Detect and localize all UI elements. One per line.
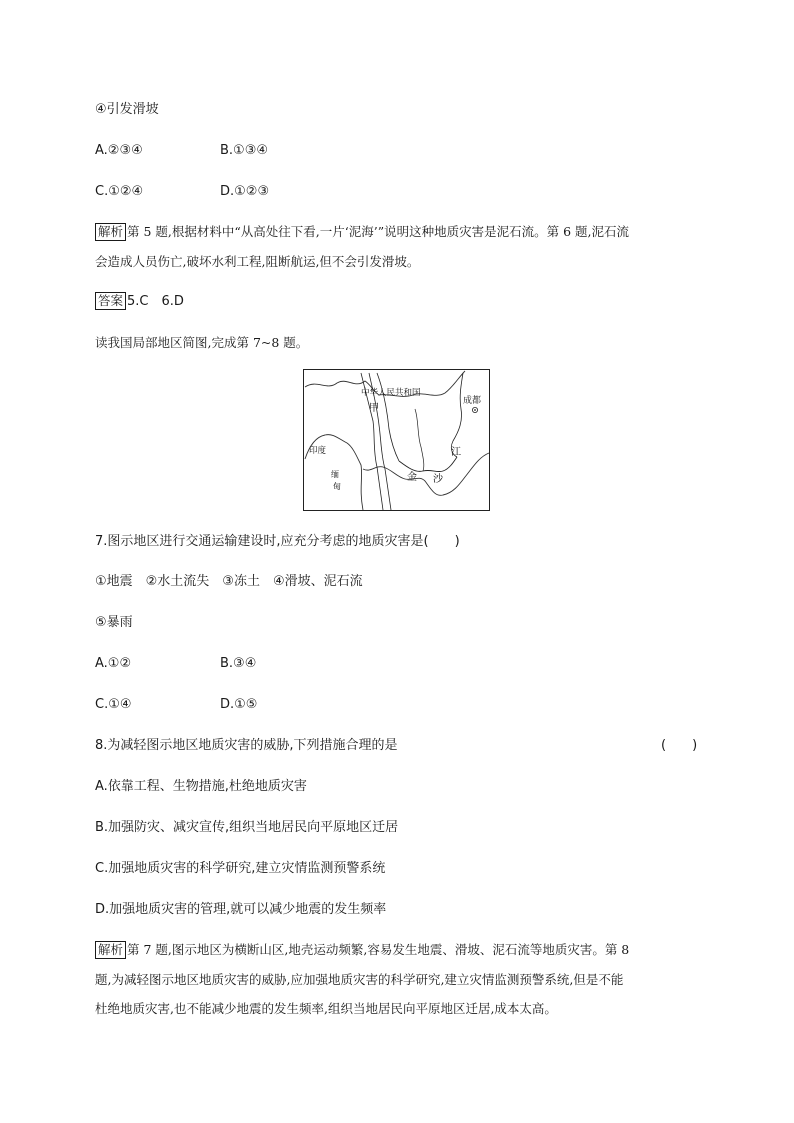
- q8-choice-d: D.加强地质灾害的管理,就可以减少地震的发生频率: [95, 902, 387, 917]
- q56-analysis-line-1: 解析 第 5 题,根据材料中“从高处往下看,一片‘泥海’”说明这种地质灾害是泥石流。第 6 题,泥石流: [95, 222, 629, 242]
- q7-items-line-1: ①地震 ②水土流失 ③冻土 ④滑坡、泥石流: [95, 574, 363, 589]
- map-label-chengdu: 成都: [463, 396, 482, 406]
- q7-choice-d: D.①⑤: [220, 697, 258, 712]
- q8-choice-c: C.加强地质灾害的科学研究,建立灾情监测预警系统: [95, 861, 386, 876]
- map-label-india: 印度: [309, 446, 327, 456]
- q6-choice-d: D.①②③: [220, 184, 270, 199]
- map-label-jin: 金: [407, 472, 417, 483]
- analysis-tag-2: 解析: [95, 941, 126, 959]
- q78-analysis-line-2: 题,为减轻图示地区地质灾害的威胁,应加强地质灾害的科学研究,建立灾情监测预警系统,但是不能: [95, 972, 624, 987]
- q7-items-line-2: ⑤暴雨: [95, 615, 133, 630]
- map-label-jia: 甲: [369, 403, 379, 414]
- q6-option-4: ④引发滑坡: [95, 102, 159, 117]
- map-label-myanmar-2: 甸: [333, 482, 341, 491]
- q78-analysis-line-1: 解析 第 7 题,图示地区为横断山区,地壳运动频繁,容易发生地震、滑坡、泥石流等地质灾害。第 8: [95, 940, 629, 960]
- map-label-china: 中华人民共和国: [361, 388, 421, 398]
- q6-choice-b: B.①③④: [220, 143, 269, 158]
- q8-choice-b: B.加强防灾、减灾宣传,组织当地居民向平原地区迁居: [95, 820, 399, 835]
- q8-answer-paren: ( ): [661, 738, 698, 753]
- q6-choice-c: C.①②④: [95, 184, 144, 199]
- map-intro: 读我国局部地区简图,完成第 7~8 题。: [95, 335, 309, 350]
- q7-choice-b: B.③④: [220, 656, 257, 671]
- q7-choice-a: A.①②: [95, 656, 132, 671]
- map-label-sha: 沙: [433, 474, 443, 485]
- q56-analysis-line-2: 会造成人员伤亡,破坏水利工程,阻断航运,但不会引发滑坡。: [95, 254, 420, 269]
- analysis-tag: 解析: [95, 223, 126, 241]
- answer-tag: 答案: [95, 292, 126, 310]
- q7-stem: 7.图示地区进行交通运输建设时,应充分考虑的地质灾害是( ): [95, 534, 460, 549]
- map-label-jiang: 江: [451, 447, 461, 458]
- q8-choice-a: A.依靠工程、生物措施,杜绝地质灾害: [95, 779, 307, 794]
- q78-analysis-line-3: 杜绝地质灾害,也不能减少地震的发生频率,组织当地居民向平原地区迁居,成本太高。: [95, 1001, 557, 1016]
- q7-choice-c: C.①④: [95, 697, 132, 712]
- map-label-myanmar-1: 缅: [331, 470, 339, 479]
- q8-stem: 8.为减轻图示地区地质灾害的威胁,下列措施合理的是: [95, 738, 398, 753]
- regional-map: [303, 369, 490, 511]
- q6-choice-a: A.②③④: [95, 143, 143, 158]
- q56-answer: 答案 5.C 6.D: [95, 292, 184, 312]
